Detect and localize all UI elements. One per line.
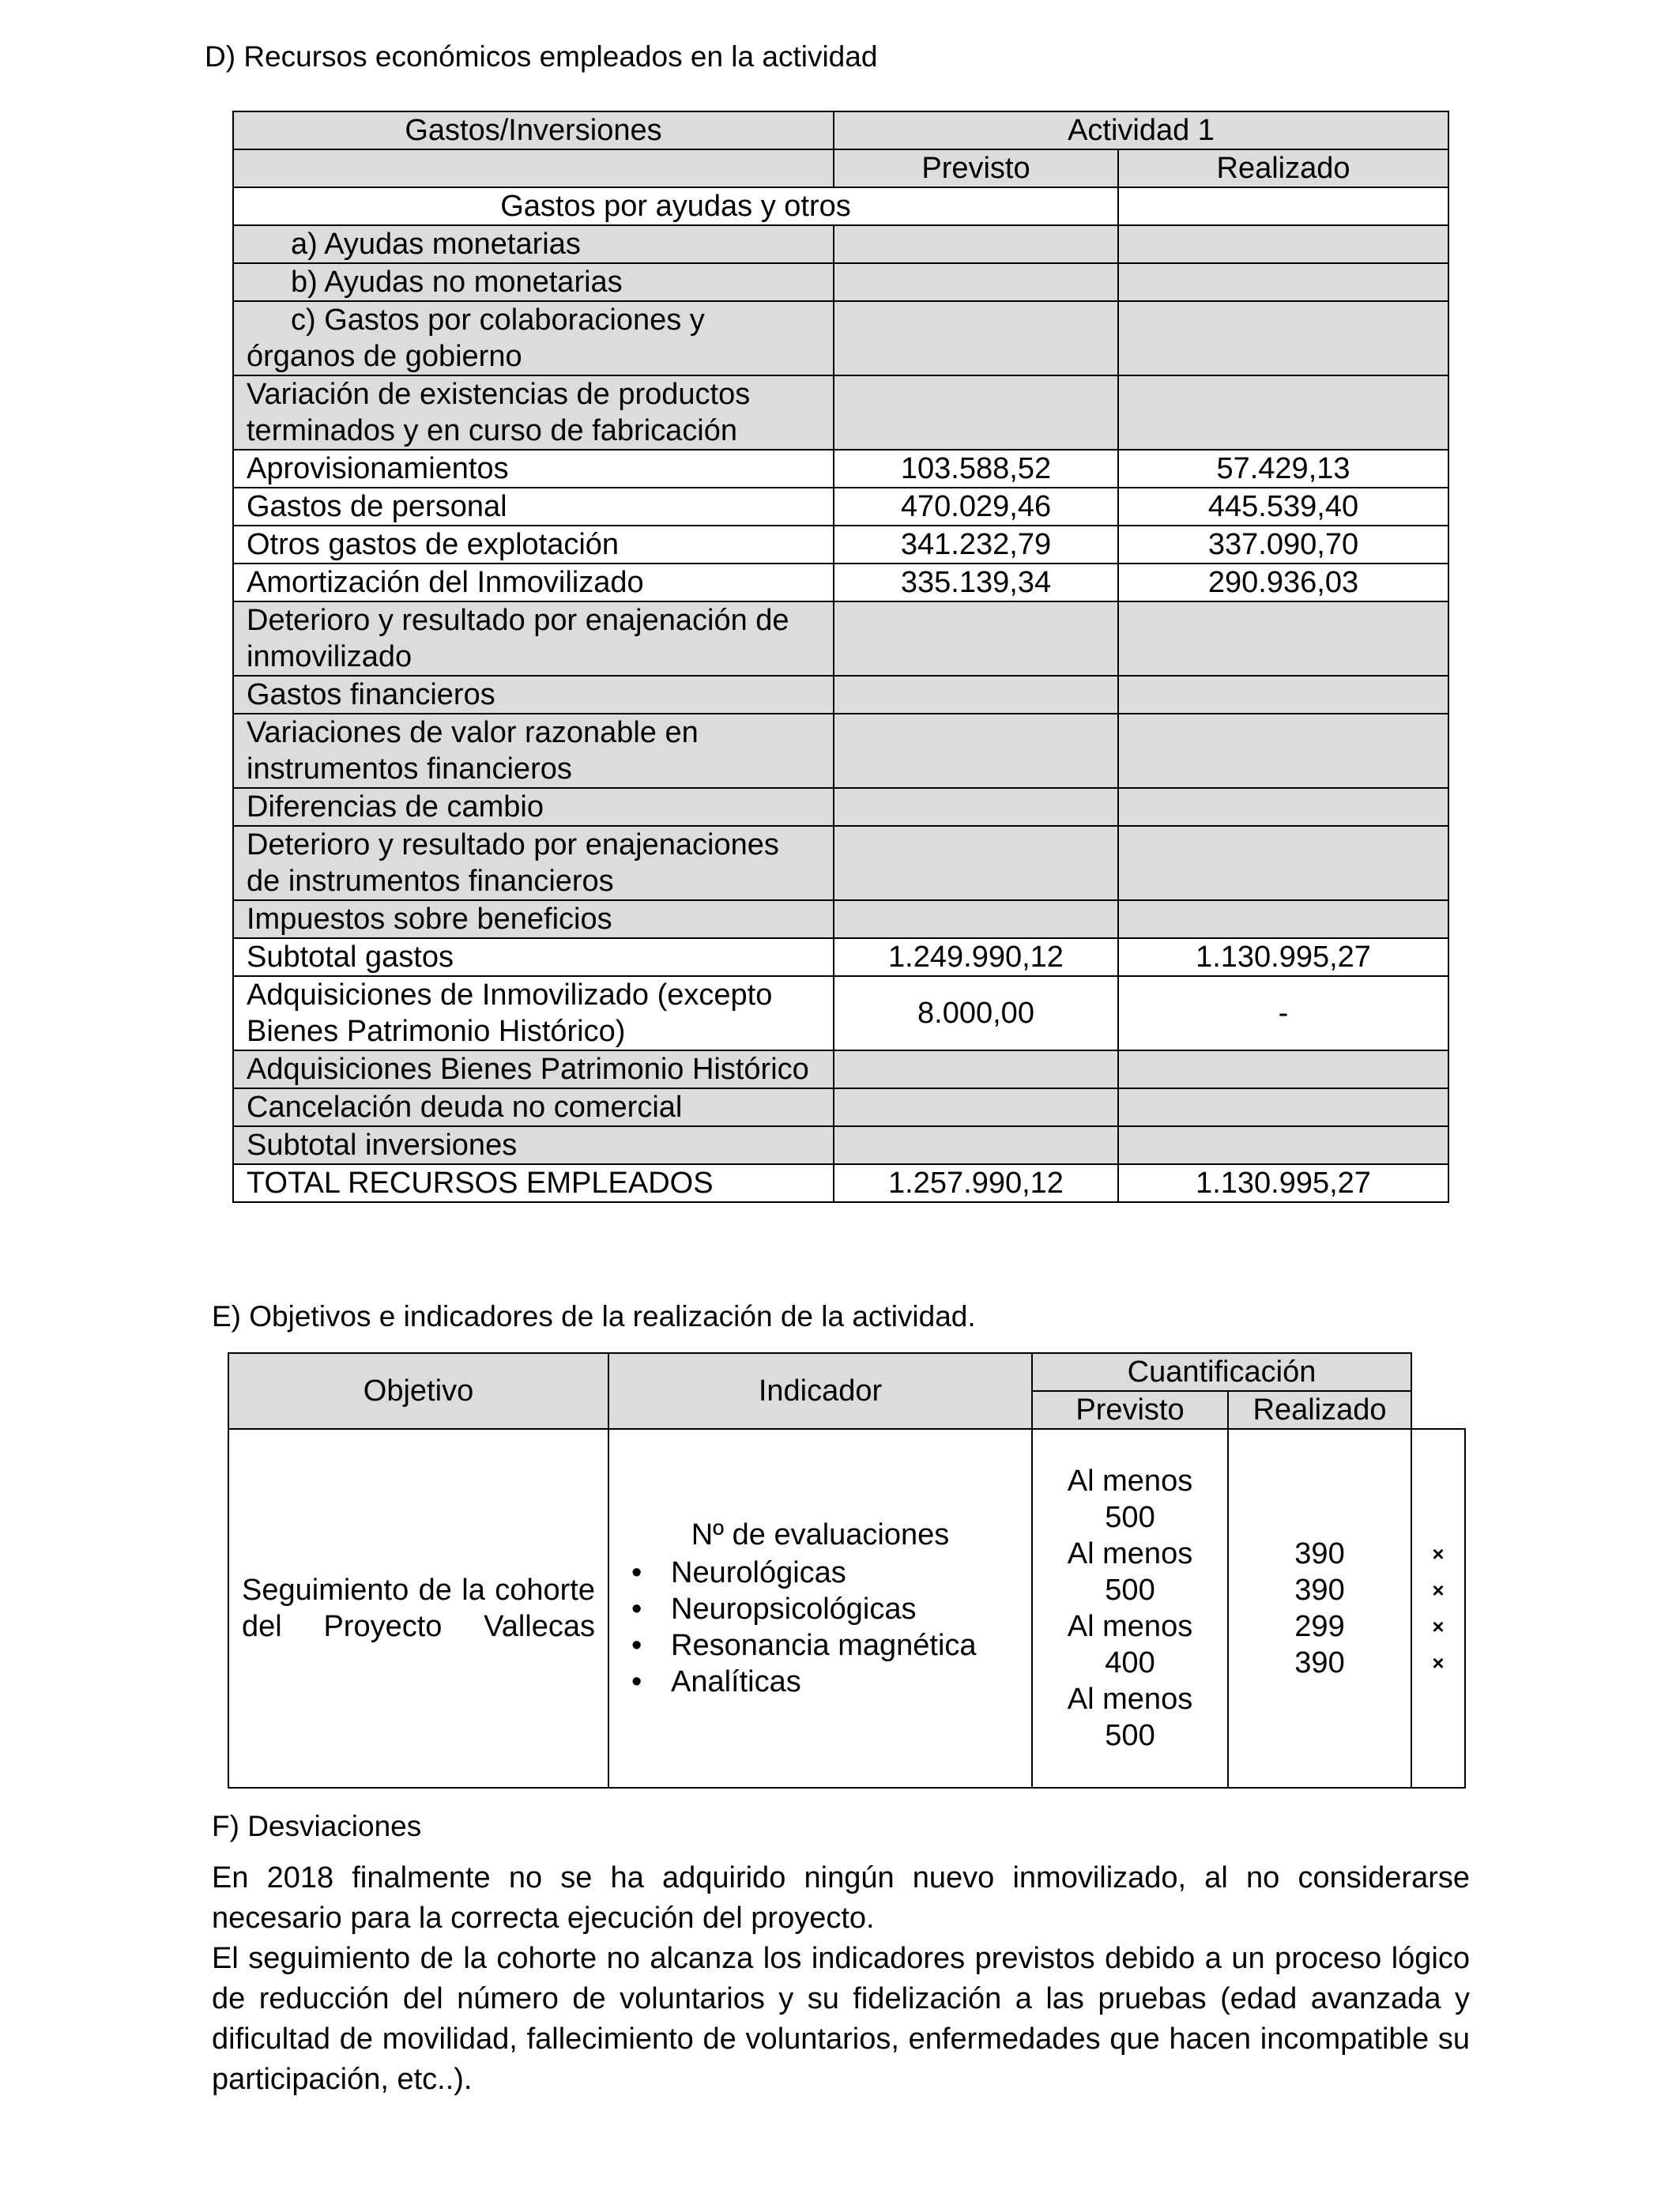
row-label: Impuestos sobre beneficios (233, 900, 834, 938)
table-row (233, 976, 1448, 1050)
table-row (233, 788, 1448, 826)
table-row (233, 225, 1448, 263)
realizado-values (1229, 1536, 1411, 1681)
row-previsto: 470.029,46 (834, 488, 1118, 526)
row-realizado (1118, 375, 1448, 450)
table-subheader-row (233, 149, 1448, 187)
row-previsto (834, 900, 1118, 938)
row-realizado (1118, 1088, 1448, 1126)
table-row (233, 450, 1448, 488)
header-indicador: Indicador (608, 1353, 1032, 1429)
indicador-label: Resonancia magnética (671, 1629, 977, 1662)
row-label: Adquisiciones de Inmovilizado (excepto Bienes Patrimonio Histórico) (233, 976, 834, 1050)
previsto-line: 500 (1105, 1501, 1155, 1534)
row-realizado: 290.936,03 (1118, 564, 1448, 601)
row-realizado (1118, 187, 1448, 225)
table-row (233, 900, 1448, 938)
row-previsto: 341.232,79 (834, 526, 1118, 564)
previsto-line: Al menos (1067, 1610, 1193, 1643)
deviation-paragraph-2: El seguimiento de la cohorte no alcanza los indicadores previstos debido a un proceso lógico de reducción del número de voluntarios y su fidelización a las pruebas (edad avanzada y dificultad de movilidad, fallecimiento de voluntarios, enfermedades que hacen incompatible su participación, etc..). (212, 1942, 1470, 2096)
table-row (233, 488, 1448, 526)
previsto-line: Al menos (1067, 1465, 1193, 1498)
row-previsto (834, 225, 1118, 263)
objetivo-text: Seguimiento de la cohorte del Proyecto Vallecas (242, 1574, 595, 1643)
header-empty-cell (233, 149, 834, 187)
row-label: b) Ayudas no monetarias (233, 263, 834, 301)
table-row (233, 187, 1448, 225)
row-realizado (1118, 676, 1448, 714)
header-cuantificacion: Cuantificación (1032, 1353, 1411, 1391)
deviation-paragraph-1: En 2018 finalmente no se ha adquirido ningún nuevo inmovilizado, al no considerarse necesario para la correcta ejecución del proyecto. (212, 1861, 1470, 1935)
row-previsto (834, 826, 1118, 900)
cross-mark-icon: × (1432, 1542, 1445, 1566)
row-realizado: - (1118, 976, 1448, 1050)
row-previsto (834, 1050, 1118, 1088)
resources-table (232, 111, 1449, 1203)
indicador-title: Nº de evaluaciones (691, 1518, 950, 1551)
indicador-list (609, 1555, 1031, 1700)
bullet-icon: • (631, 1593, 642, 1626)
header-realizado: Realizado (1118, 149, 1448, 187)
previsto-line: 400 (1105, 1646, 1155, 1679)
realizado-cell (1228, 1429, 1411, 1788)
row-realizado (1118, 263, 1448, 301)
cross-mark-icon: × (1432, 1651, 1445, 1675)
row-realizado (1118, 714, 1448, 788)
row-realizado (1118, 301, 1448, 375)
row-label: Deterioro y resultado por enajenaciones de instrumentos financieros (233, 826, 834, 900)
realizado-line: 390 (1294, 1574, 1345, 1607)
table-row (233, 938, 1448, 976)
row-label: Amortización del Inmovilizado (233, 564, 834, 601)
row-realizado: 57.429,13 (1118, 450, 1448, 488)
row-previsto (834, 1126, 1118, 1164)
cross-mark-icon: × (1432, 1578, 1445, 1602)
table-row (233, 1088, 1448, 1126)
row-label-line2: órganos de gobierno (247, 340, 522, 373)
row-realizado: 337.090,70 (1118, 526, 1448, 564)
previsto-values (1033, 1463, 1227, 1754)
previsto-line: Al menos (1067, 1683, 1193, 1716)
table-row (228, 1429, 1465, 1788)
row-previsto (834, 301, 1118, 375)
table-row (233, 375, 1448, 450)
table-row (233, 301, 1448, 375)
objectives-table (228, 1352, 1466, 1789)
header-gastos-inversiones: Gastos/Inversiones (233, 111, 834, 149)
row-label: Subtotal gastos (233, 938, 834, 976)
row-previsto (834, 1088, 1118, 1126)
row-realizado: 445.539,40 (1118, 488, 1448, 526)
row-previsto: 8.000,00 (834, 976, 1118, 1050)
row-label: Gastos por ayudas y otros (233, 187, 1118, 225)
indicador-label: Analíticas (671, 1665, 801, 1698)
previsto-cell (1032, 1429, 1228, 1788)
row-previsto (834, 601, 1118, 676)
row-realizado (1118, 1050, 1448, 1088)
table-row (233, 1164, 1448, 1202)
row-realizado (1118, 601, 1448, 676)
header-previsto: Previsto (1032, 1391, 1228, 1429)
row-realizado: 1.130.995,27 (1118, 938, 1448, 976)
bullet-icon: • (631, 1665, 642, 1698)
table-row (233, 826, 1448, 900)
indicador-label: Neuropsicológicas (671, 1593, 917, 1626)
table-row (233, 714, 1448, 788)
row-label: Gastos de personal (233, 488, 834, 526)
table-row (233, 526, 1448, 564)
section-d-title: D) Recursos económicos empleados en la actividad (205, 40, 878, 73)
list-item (631, 1555, 1031, 1591)
bullet-icon: • (631, 1629, 642, 1662)
header-spacer (1411, 1353, 1465, 1429)
header-actividad: Actividad 1 (834, 111, 1448, 149)
realizado-line: 390 (1294, 1537, 1345, 1570)
row-label: Variaciones de valor razonable en instrumentos financieros (233, 714, 834, 788)
section-f-title: F) Desviaciones (212, 1810, 422, 1842)
row-previsto (834, 263, 1118, 301)
previsto-line: Al menos (1067, 1537, 1193, 1570)
row-label-line1: c) Gastos por colaboraciones y (291, 303, 705, 337)
row-realizado (1118, 788, 1448, 826)
row-realizado (1118, 900, 1448, 938)
row-label: Gastos financieros (233, 676, 834, 714)
row-previsto: 1.249.990,12 (834, 938, 1118, 976)
row-label: TOTAL RECURSOS EMPLEADOS (233, 1164, 834, 1202)
objetivo-cell (228, 1429, 608, 1788)
row-realizado: 1.130.995,27 (1118, 1164, 1448, 1202)
cross-mark-icon: × (1432, 1615, 1445, 1638)
row-label: a) Ayudas monetarias (233, 225, 834, 263)
marks-column (1412, 1536, 1464, 1681)
row-label: Cancelación deuda no comercial (233, 1088, 834, 1126)
row-previsto (834, 788, 1118, 826)
realizado-line: 390 (1294, 1646, 1345, 1679)
table-header-row (233, 111, 1448, 149)
row-previsto (834, 714, 1118, 788)
table-row (233, 601, 1448, 676)
header-realizado: Realizado (1228, 1391, 1411, 1429)
bullet-icon: • (631, 1556, 642, 1589)
table-header-row (228, 1353, 1465, 1391)
list-item (631, 1664, 1031, 1700)
row-previsto (834, 676, 1118, 714)
row-label: Adquisiciones Bienes Patrimonio Histórico (233, 1050, 834, 1088)
list-item (631, 1627, 1031, 1664)
table-row (233, 676, 1448, 714)
row-label: Aprovisionamientos (233, 450, 834, 488)
indicador-cell (608, 1429, 1032, 1788)
table-row (233, 1126, 1448, 1164)
row-label: Otros gastos de explotación (233, 526, 834, 564)
realizado-line: 299 (1294, 1610, 1345, 1643)
table-row (233, 263, 1448, 301)
row-realizado (1118, 826, 1448, 900)
table-row (233, 1050, 1448, 1088)
row-label: Diferencias de cambio (233, 788, 834, 826)
row-previsto: 1.257.990,12 (834, 1164, 1118, 1202)
row-label: Deterioro y resultado por enajenación de inmovilizado (233, 601, 834, 676)
previsto-line: 500 (1105, 1574, 1155, 1607)
row-previsto: 103.588,52 (834, 450, 1118, 488)
previsto-line: 500 (1105, 1719, 1155, 1752)
section-e-title: E) Objetivos e indicadores de la realización de la actividad. (212, 1300, 976, 1333)
row-previsto: 335.139,34 (834, 564, 1118, 601)
table-row (233, 564, 1448, 601)
row-label: Variación de existencias de productos terminados y en curso de fabricación (233, 375, 834, 450)
row-label (233, 301, 834, 375)
row-label: Subtotal inversiones (233, 1126, 834, 1164)
indicador-label: Neurológicas (671, 1556, 846, 1589)
marks-cell (1411, 1429, 1465, 1788)
header-objetivo: Objetivo (228, 1353, 608, 1429)
row-realizado (1118, 225, 1448, 263)
list-item (631, 1591, 1031, 1627)
row-previsto (834, 375, 1118, 450)
row-realizado (1118, 1126, 1448, 1164)
header-previsto: Previsto (834, 149, 1118, 187)
